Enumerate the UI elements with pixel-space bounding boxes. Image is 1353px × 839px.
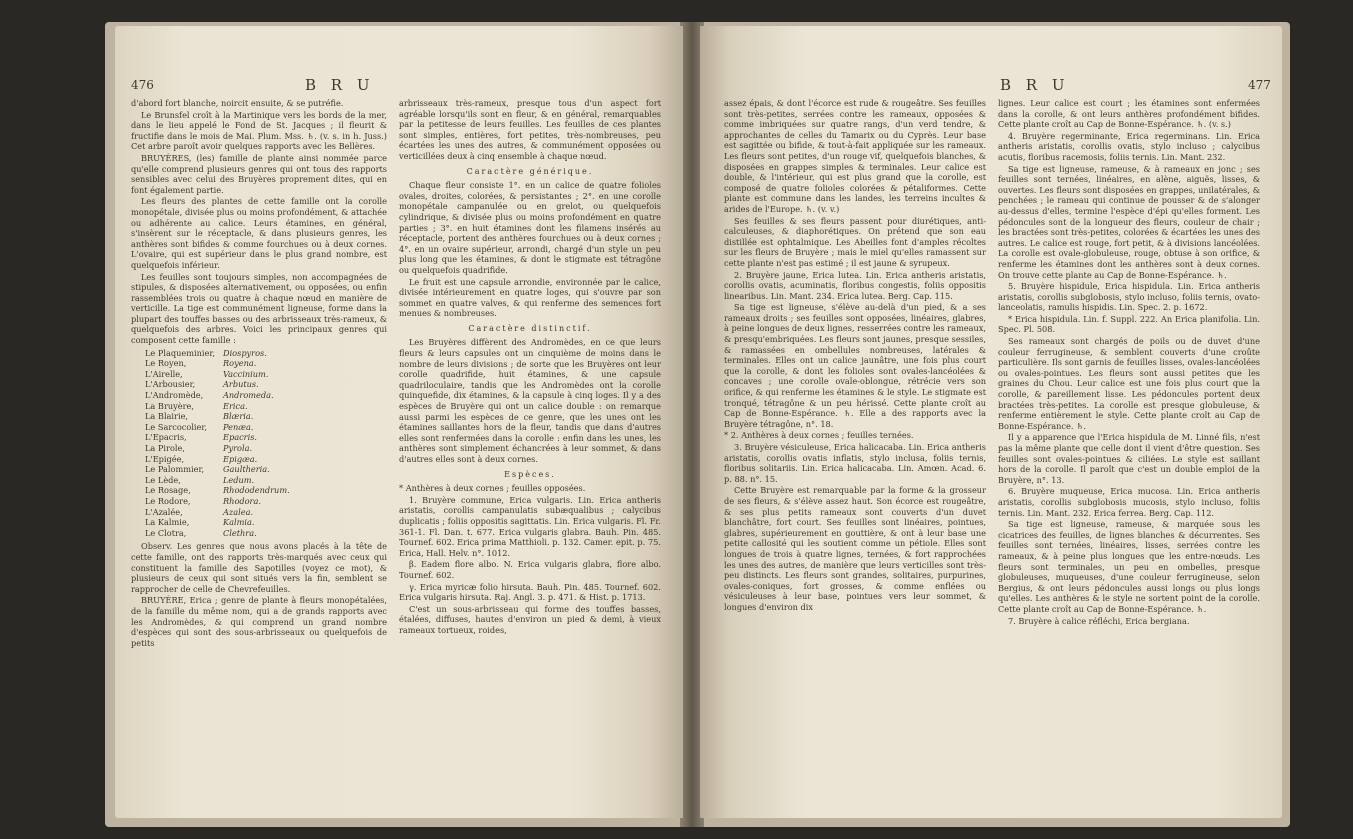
entry-bruyeres: BRUYÈRES, (les) famille de plante ainsi nommée parce qu'elle comprend plusieurs genres qui ont tous des rapports sensibles avec celui des Bruyères proprement dites, qui en font également partie. (131, 152, 387, 195)
genus-row (145, 496, 298, 507)
genus-row (145, 432, 298, 443)
paragraph: C'est un sous-arbrisseau qui forme des touffes basses, étalées, diffuses, hautes d'environ un pied & demi, à vieux rameaux tortueux, roides, (399, 603, 661, 635)
genus-row (145, 517, 298, 528)
species-entry: 1. Bruyère commune, Erica vulgaris. Lin. Erica antheris aristatis, corollis campanulatis subæqualibus ; calycibus duplicatis ; foliis oppositis sagittatis. Lin. Erica vulgaris. Fl. Fr. 361-1. Fl. Dan. t. 677. Erica vulgaris glabra. Bauh. Pin. 485. Tournef. 602. Erica prima Matthioli. p. 132. Camer. epit. p. 75. Erica, Hall. Helv. n°. 1012. (399, 494, 661, 558)
paragraph: Chaque fleur consiste 1°. en un calice de quatre folioles ovales, droites, colorées, & persistantes ; 2°. en une corolle monopétale campanulée ou en grelot, ou quelquefois cylindrique, & divisée plus ou moins profondément en quatre parties ; 3°. en huit étamines dont les filamens insérés au réceptacle, portent des anthères fourchues ou à deux cornes ; 4°. en un ovaire supérieur, arrondi, chargé d'un style un peu plus long que les étamines, & dont le stigmate est tétragône ou quelquefois quadrifide. (399, 180, 661, 275)
genus-row (145, 422, 298, 433)
paragraph: Il y a apparence que l'Erica hispidula de M. Linné fils, n'est pas la même plante que celle dont il vient d'être question. Ses feuilles sont ovales-pointues & ciliées. Le style est saillant hors de la corolle. Il paroît que c'est un double emploi de la Bruyère, n°. 13. (998, 432, 1260, 485)
paragraph: Sa tige est ligneuse, rameuse, & à rameaux en jonc ; ses feuilles sont ternées, linéaires, en alène, aiguës, lisses, & ouvertes. Les fleurs sont disposées en grappes, unilatérales, & penchées ; le rameau qui continue de pousser & de s'alonger au-dessus d'elles, termine l'espèce d'épi qu'elles forment. Les pédoncules sont de la longueur des fleurs, couleur de chair ; les bractées sont très-petites, colorées & écartées les unes des autres. Le calice est rouge, fort petit, & à divisions lancéolées. La corolle est ovale-globuleuse, rouge, obtuse à son orifice, & renferme les étamines dont les anthères sont à deux cornes. On trouve cette plante au Cap de Bonne-Espérance. ♄. (998, 163, 1260, 280)
paragraph: Cette Bruyère est remarquable par la forme & la grosseur de ses fleurs, & s'élève assez haut. Son écorce est rougeâtre, & ses plus petits rameaux sont couverts d'un duvet blanchâtre, fort court. Ses feuilles sont linéaires, pointues, glabres, supérieurement en gouttière, & ont à leur base une petite callosité qui les soutient comme un pétiole. Elles sont longues de trois à quatre lignes, ternées, & fort rapprochées les unes des autres, de manière que leurs verticilles sont très-peu distincts. Les fleurs sont grandes, solitaires, purpurines, ovales-coniques, fort grosses, & comme enflées ou vésiculeuses à leur base, pointues vers leur sommet, & longues d'environ dix (724, 485, 986, 612)
synonym-note: * Erica hispidula. Lin. f. Suppl. 222. An Erica planifolia. Lin. Spec. Pl. 508. (998, 313, 1260, 335)
paragraph: Ses feuilles & ses fleurs passent pour diurétiques, anti-calculeuses, & diaphorétiques. On prétend que son eau distillée est ophtalmique. Les Abeilles font d'amples récoltes sur les fleurs de Bruyère ; mais le miel qu'elles ramassent sur cette plante n'est pas estimé ; il est jaune & syrupeux. (724, 215, 986, 268)
paragraph: arbrisseaux très-rameux, presque tous d'un aspect fort agréable lorsqu'ils sont en fleur, & en général, remarquables par la petitesse de leurs feuilles. Les feuilles de ces plantes sont simples, entières, fort petites, très-nombreuses, peu écartées les unes des autres, & communément opposées ou verticillées deux à cinq ensemble à chaque nœud. (399, 98, 661, 161)
genus-latin-name: Andromeda. (223, 390, 274, 401)
paragraph: Les Bruyères diffèrent des Andromèdes, en ce que leurs fleurs & leurs capsules ont un cinquième de moins dans le nombre de leurs divisions ; de sorte que les Bruyères ont leur corolle quadrifide, huit étamines, & une capsule quadriloculaire, tandis que les Andromèdes ont la corolle quinquefide, dix étamines, & la capsule à cinq loges. Il y a des espèces de Bruyère qui ont un calice double : on remarque aussi parmi les espèces de ce genre, que les unes ont les étamines saillantes hors de la fleur, tandis que dans d'autres elles sont renfermées dans la corolle : enfin dans les unes, les anthères sont simplement échancrées à leur sommet, & dans d'autres elles sont à deux cornes. (399, 337, 661, 464)
genus-french-name: La Blairie, (145, 411, 189, 422)
genus-latin-name: Rhodora. (223, 495, 261, 506)
paragraph: Ses rameaux sont chargés de poils ou de duvet d'une couleur ferrugineuse, & semblent couverts d'une croûte particulière. Ils sont garnis de feuilles lisses, ovales-lancéolées ou ovales-pointues. Les fleurs sont aussi petites que les graines du Chou. Leur calice est une fois plus court que la corolle, & pareillement lisse. Les pédoncules portent deux bractées très-petites. La corolle est presque globuleuse, & renferme entièrement le style. Cette plante croît au Cap de Bonne-Espérance. ♄. (998, 336, 1260, 431)
genus-latin-name: Penæa. (223, 421, 254, 432)
genus-latin-name: Diospyros. (223, 347, 267, 358)
species-entry: 7. Bruyère à calice réfléchi, Erica bergiana. (1008, 615, 1190, 626)
paragraph: Le Brunsfel croît à la Martinique vers les bords de la mer, dans le lieu appelé le Fond de St. Jacques ; il fleurit & fructifie dans le mois de Mai. Plum. Mss. ♄. (v. s. in h. Juss.) Cet arbre paroît avoir quelques rapports avec les Bellères. (131, 109, 387, 152)
observation-paragraph: Observ. Les genres que nous avons placés à la tête de cette famille, ont des rapports très-marqués avec ceux qui constituent la famille des Sapotilles (voyez ce mot), & plusieurs de ceux qui sont situés vers la fin, semblent se rapprocher de celle de Chevrefeuilles. (131, 541, 387, 594)
paragraph: d'abord fort blanche, noircit ensuite, & se putréfie. (131, 98, 344, 108)
genus-row (145, 411, 298, 422)
section-heading-species: Espèces. (504, 469, 556, 479)
genus-latin-name: Rhododendrum. (223, 485, 290, 496)
genus-latin-name: Ledum. (223, 474, 255, 485)
genus-row (145, 369, 298, 380)
genus-french-name: L'Azalée, (145, 506, 183, 517)
variety-entry: β. Eadem flore albo. N. Erica vulgaris glabra, flore albo. Tournef. 602. (399, 559, 661, 580)
genus-latin-name: Kalmia. (223, 517, 255, 528)
paragraph: lignes. Leur calice est court ; les étamines sont enfermées dans la corolle, & ont leurs anthères profondément bifides. Cette plante croît au Cap de Bonne-Espérance. ♄. (v. s.) (998, 98, 1260, 130)
species-entry: 5. Bruyère hispidule, Erica hispidula. Lin. Erica antheris aristatis, corollis subglobosis, stylo incluso, foliis ternis, ovato-lanceolatis, ramulis hispidis. Lin. Spec. 2. p. 1672. (998, 281, 1260, 313)
genus-french-name: Le Royen, (145, 358, 187, 369)
species-entry: 4. Bruyère regerminante, Erica regerminans. Lin. Erica antheris aristatis, corollis ovatis, stylo incluso ; calycibus acutis, floribus racemosis, foliis ternis. Lin. Mant. 232. (998, 130, 1260, 162)
genus-latin-name: Erica. (223, 400, 248, 411)
genus-latin-name: Royena. (223, 358, 257, 369)
genus-row (145, 348, 298, 359)
left-column-2 (399, 98, 661, 637)
genera-list (145, 348, 298, 539)
genus-french-name: Le Clotra, (145, 527, 187, 538)
left-column-1 (131, 98, 387, 649)
open-book (105, 22, 1290, 827)
genus-row (145, 401, 298, 412)
genus-row (145, 358, 298, 369)
genus-row (145, 443, 298, 454)
species-entry: 3. Bruyère vésiculeuse, Erica halicacaba. Lin. Erica antheris aristatis, corollis ovatis inflatis, stylo inclusa, foliis ternis, floribus solitariis. Lin. Erica halicacaba. Lin. Amœn. Acad. 6. p. 88. n°. 15. (724, 442, 986, 484)
variety-entry: γ. Erica myricæ folio hirsuta. Bauh. Pin. 485. Tournef. 602. Erica vulgaris hirsuta. Raj. Angl. 3. p. 471. & Hist. p. 1713. (399, 581, 661, 603)
left-running-header: B R U (305, 76, 375, 94)
genus-row (145, 528, 298, 539)
genus-row (145, 454, 298, 465)
genus-latin-name: Clethra. (223, 527, 257, 538)
genus-row (145, 379, 298, 390)
genus-latin-name: Epigæa. (223, 453, 258, 464)
genus-latin-name: Blæria. (223, 411, 254, 422)
paragraph: Les feuilles sont toujours simples, non accompagnées de stipules, & disposées alternativement, ou opposées, ou enfin rassemblées trois ou quatre à chaque nœud en manière de verticille. La tige est communément ligneuse, forme dans la plupart des touffes basses ou des arbrisseaux très-rameux, & quelquefois des arbres. Voici les principaux genres qui composent cette famille : (131, 271, 387, 346)
genus-latin-name: Arbutus. (223, 379, 259, 390)
paragraph: assez épais, & dont l'écorce est rude & rougeâtre. Ses feuilles sont très-petites, serrées contre les rameaux, opposées & comme imbriquées sur quatre rangs, d'un verd tendre, & approchantes de celles du Tamarix ou du Cyprès. Leur base est sagittée ou bifide, & tout-à-fait appliquée sur les rameaux. Les fleurs sont petites, d'un rouge vif, quelquefois blanches, & disposées en grappes simples & terminales. Leur calice est double, & l'intérieur, qui est plus grand que la corolle, est composé de quatre folioles colorées & pétaliformes. Cette plante est commune dans les landes, les terreins incultes & arides de l'Europe. ♄. (v. v.) (724, 98, 986, 214)
genus-latin-name: Pyrola. (223, 443, 253, 453)
genus-french-name: Le Plaqueminier, (145, 347, 215, 358)
genus-french-name: Le Lède, (145, 474, 181, 485)
genus-latin-name: Vaccinium. (223, 368, 269, 379)
genus-french-name: L'Andromède, (145, 390, 204, 401)
genus-french-name: Le Palommier, (145, 464, 205, 475)
paragraph: Les fleurs des plantes de cette famille ont la corolle monopétale, divisée plus ou moins profondément, & attachée ou adhérente au calice. Leurs étamines, en général, s'insèrent sur le réceptacle, & dans plusieurs genres, les anthères sont bifides & comme fourchues ou à deux cornes. L'ovaire, qui est supérieur dans le plus grand nombre, est quelquefois inférieur. (131, 196, 387, 270)
genus-latin-name: Azalea. (223, 506, 254, 517)
species-entry: 2. Bruyère jaune, Erica lutea. Lin. Erica antheris aristatis, corollis ovatis, acuminatis, floribus congestis, foliis oppositis linearibus. Lin. Mant. 234. Erica lutea. Berg. Cap. 115. (724, 269, 986, 301)
paragraph: Sa tige est ligneuse, s'élève au-delà d'un pied, & a ses rameaux droits ; ses feuilles sont opposées, linéaires, glabres, à peine longues de deux lignes, resserrées contre les rameaux, & presqu'embriquées. Les fleurs sont jaunes, presque sessiles, & ramassées en ombellules nombreuses, latérales & terminales. Elles ont un calice jaunâtre, une fois plus court que la corolle, & dont les folioles sont ovales-lancéolées & concaves ; une corolle ovale-oblongue, rétrécie vers son orifice, & qui renferme les étamines & le style. Le stigmate est tronqué, tétragône & un peu hérissé. Cette plante croît au Cap de Bonne-Espérance. ♄. Elle a des rapports avec la Bruyère tétragône, n°. 18. (724, 302, 986, 429)
right-page (700, 26, 1282, 818)
right-column-1 (724, 98, 986, 614)
left-page-number: 476 (131, 78, 154, 92)
section-heading-generic: Caractère générique. (466, 166, 594, 176)
genus-french-name: Le Rosage, (145, 485, 191, 496)
genus-row (145, 464, 298, 475)
section-heading-distinctive: Caractère distinctif. (468, 323, 592, 333)
genus-french-name: Le Rodore, (145, 495, 191, 506)
genus-row (145, 485, 298, 496)
genus-row (145, 507, 298, 518)
paragraph: Le fruit est une capsule arrondie, environnée par le calice, divisée intérieurement en quatre loges, qui s'ouvre par son sommet en quatre valves, & qui renferme des semences fort menues & nombreuses. (399, 276, 661, 319)
genus-french-name: La Pirole, (145, 443, 185, 453)
left-page (115, 26, 683, 818)
genus-french-name: L'Epigée, (145, 453, 185, 464)
paragraph: Sa tige est ligneuse, rameuse, & marquée sous les cicatrices des feuilles, de lignes blanches & décurrentes. Ses feuilles sont ternées, linéaires, lisses, serrées contre les rameaux, & à peine plus longues que les entre-nœuds. Les fleurs sont terminales, un peu en ombelles, presque globuleuses, muqueuses, d'une couleur ferrugineuse, selon Bergius, & ont leurs pédoncules aussi longs ou plus longs qu'elles. Les anthères & le style ne sortent point de la corolle. Cette plante croît au Cap de Bonne-Espérance. ♄. (998, 519, 1260, 614)
species-entry: 6. Bruyère muqueuse, Erica mucosa. Lin. Erica antheris aristatis, corollis subglobosis mucosis, stylo incluso, foliis ternis. Lin. Mant. 232. Erica ferrea. Berg. Cap. 112. (998, 486, 1260, 518)
genus-french-name: Le Sarcocolier, (145, 421, 208, 432)
subsection-note: * Anthères à deux cornes ; feuilles opposées. (399, 483, 586, 494)
genus-french-name: La Kalmie, (145, 517, 190, 528)
right-page-number: 477 (1248, 78, 1271, 92)
genus-french-name: L'Epacris, (145, 432, 187, 443)
genus-french-name: La Bruyère, (145, 400, 194, 411)
genus-row (145, 475, 298, 486)
genus-french-name: L'Airelle, (145, 368, 183, 379)
subsection-note: * 2. Anthères à deux cornes ; feuilles ternées. (724, 430, 914, 441)
genus-latin-name: Epacris. (223, 432, 258, 443)
genus-french-name: L'Arbousier, (145, 379, 196, 390)
right-column-2 (998, 98, 1260, 627)
genus-row (145, 390, 298, 401)
right-running-header: B R U (1000, 76, 1070, 94)
genus-latin-name: Gaultheria. (223, 464, 270, 475)
entry-bruyere: BRUYÈRE, Erica ; genre de plante à fleurs monopétalées, de la famille du même nom, qui a de grands rapports avec les Andromèdes, & qui comprend un grand nombre d'espèces qui sont des sous-arbrisseaux ou quelquefois de petits (131, 595, 387, 648)
